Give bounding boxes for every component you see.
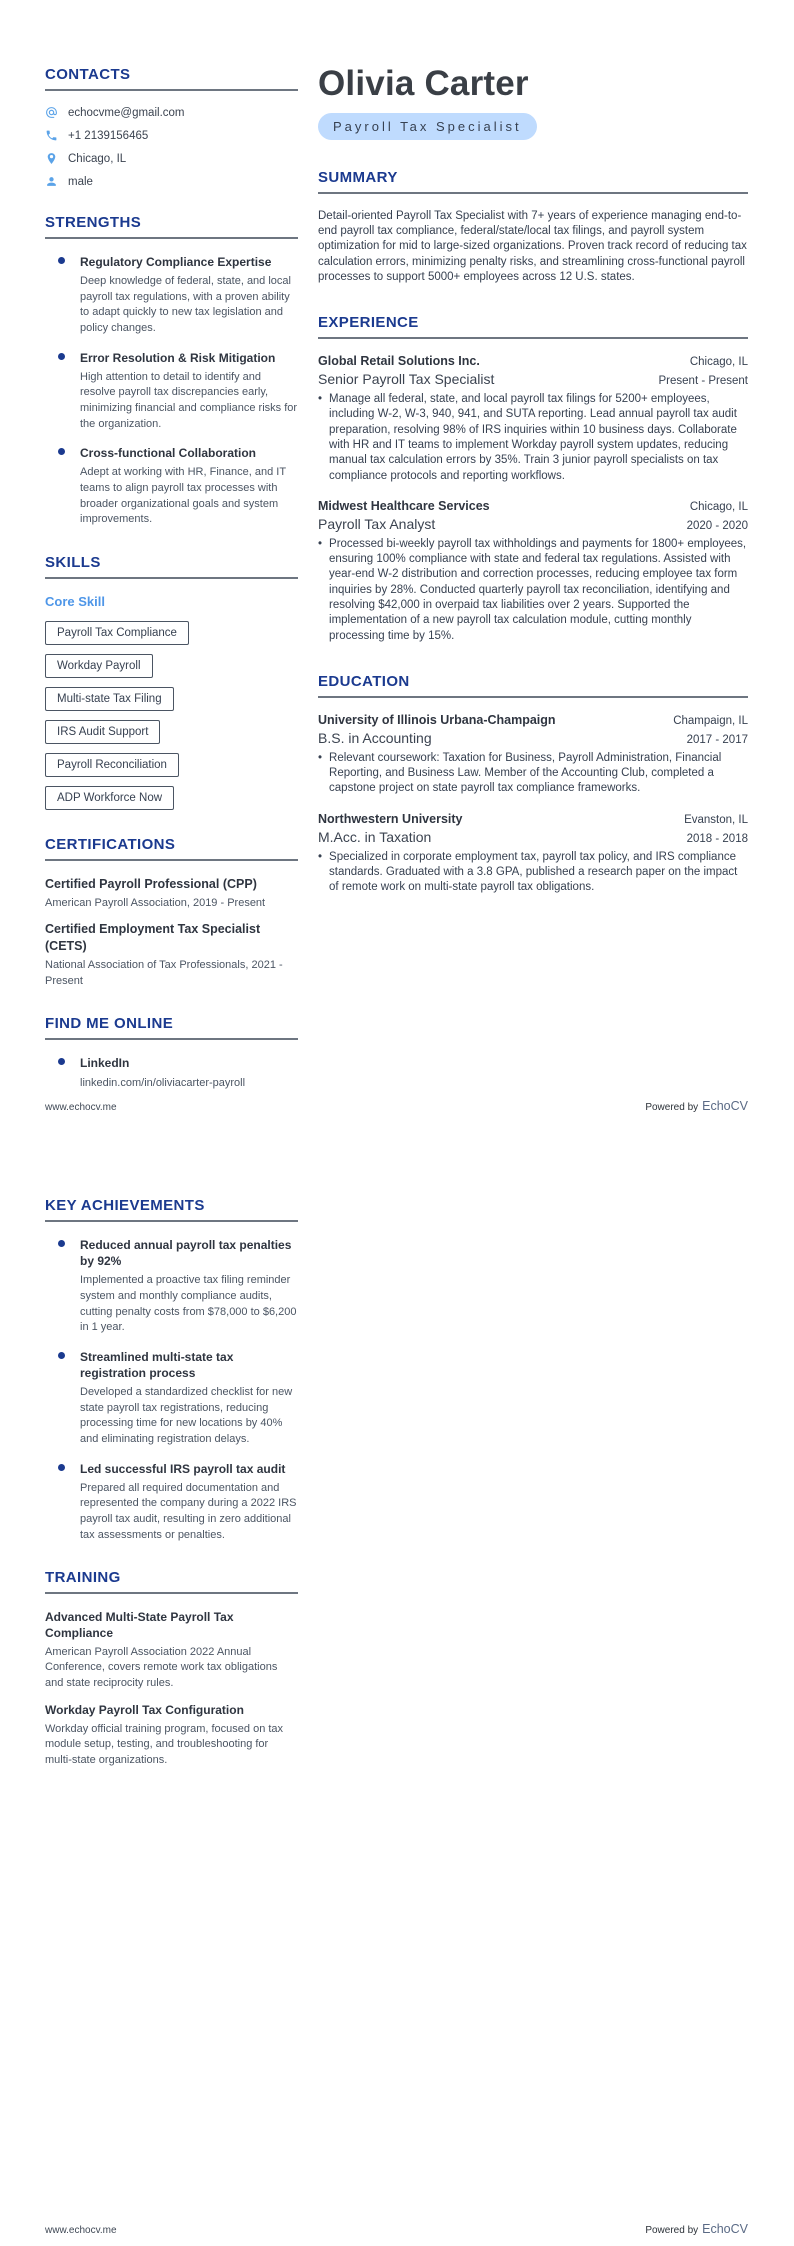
education-dates: 2018 - 2018 xyxy=(686,832,748,845)
key-achievements-heading: KEY ACHIEVEMENTS xyxy=(45,1197,205,1214)
strength-item xyxy=(45,445,298,528)
person-icon xyxy=(45,175,58,188)
powered-by-prefix: Powered by xyxy=(645,1102,699,1113)
contacts-heading: CONTACTS xyxy=(45,66,131,83)
education-heading: EDUCATION xyxy=(318,672,410,690)
section-divider xyxy=(318,192,748,194)
footer-site-link[interactable]: www.echocv.me xyxy=(45,2225,117,2236)
section-divider xyxy=(318,337,748,339)
education-school: University of Illinois Urbana-Champaign xyxy=(318,712,556,727)
experience-dates: Present - Present xyxy=(658,375,748,388)
training-section xyxy=(45,1569,298,1768)
summary-heading: SUMMARY xyxy=(318,168,398,186)
powered-by xyxy=(645,1099,748,1113)
experience-role: Senior Payroll Tax Specialist xyxy=(318,371,495,388)
skill-chip: Payroll Tax Compliance xyxy=(45,621,189,645)
contact-gender-value: male xyxy=(68,175,93,188)
bullet-dot-icon xyxy=(58,1464,65,1471)
job-title-badge: Payroll Tax Specialist xyxy=(318,113,537,140)
contact-email-value: echocvme@gmail.com xyxy=(68,106,185,119)
achievement-title: Streamlined multi-state tax registration process xyxy=(80,1349,234,1380)
education-dates: 2017 - 2017 xyxy=(686,733,748,746)
experience-dates: 2020 - 2020 xyxy=(686,519,748,532)
certification-title: Certified Employment Tax Specialist (CETS) xyxy=(45,922,261,954)
summary-text: Detail-oriented Payroll Tax Specialist with 7+ years of experience managing end-to-end payroll tax compliance, federal/state/local tax filings, and payroll system optimization for mid to large-sized organizations. Proven track record of reducing tax calculation errors, minimizing penalty risks, and streamlining cross-functional payroll processes to support 5000+ employees across 12 U.S. states. xyxy=(318,209,747,283)
echocv-brand-link[interactable]: EchoCV xyxy=(702,1099,748,1113)
experience-section xyxy=(318,314,748,644)
bullet-dot-icon xyxy=(58,1352,65,1359)
achievement-item xyxy=(45,1349,298,1448)
achievement-item xyxy=(45,1461,298,1544)
skill-chip: Workday Payroll xyxy=(45,654,153,678)
experience-location: Chicago, IL xyxy=(689,500,748,513)
contact-location xyxy=(45,152,298,165)
social-link-label: LinkedIn xyxy=(80,1056,130,1071)
social-link-item xyxy=(45,1055,298,1091)
powered-by xyxy=(645,2222,748,2236)
certification-item xyxy=(45,921,298,989)
candidate-name: Olivia Carter xyxy=(318,64,529,103)
echocv-brand-link[interactable]: EchoCV xyxy=(702,2222,748,2236)
certifications-heading: CERTIFICATIONS xyxy=(45,835,176,853)
experience-item xyxy=(318,499,748,644)
key-achievements-section xyxy=(45,1197,298,1543)
training-title: Advanced Multi-State Payroll Tax Compliance xyxy=(45,1610,234,1641)
contact-phone[interactable] xyxy=(45,129,298,142)
education-item xyxy=(318,812,748,896)
footer-site-link[interactable]: www.echocv.me xyxy=(45,1102,117,1113)
certification-title: Certified Payroll Professional (CPP) xyxy=(45,876,257,891)
list-bullet: • xyxy=(318,537,323,550)
achievement-desc: Implemented a proactive tax filing reminder system and monthly compliance audits, cutting penalty costs from $78,000 to $6,200 in 1 year. xyxy=(80,1274,297,1334)
experience-bullet-text: Processed bi-weekly payroll tax withholdings and payments for 1800+ employees, ensuring 100% compliance with state and federal tax regulations. Assisted with year-end W-2 distribution and correction processes, reducing employee tax form inquiries by 28%. Conducted quarterly payroll tax reconciliation, identifying and resolving $42,000 in overpaid tax liabilities over 2 years. Supported the implementation of a new payroll tax calculation module, cutting monthly processing time by 15%. xyxy=(329,537,747,642)
strength-title: Error Resolution & Risk Mitigation xyxy=(80,350,276,365)
education-bullet-text: Relevant coursework: Taxation for Business, Payroll Administration, Financial Reporting, and Business Law. Member of the Accounting Club, completed a capstone project on state payroll tax compliance frameworks. xyxy=(329,751,722,795)
training-title: Workday Payroll Tax Configuration xyxy=(45,1703,244,1718)
certification-org: American Payroll Association, 2019 - Present xyxy=(45,896,266,909)
skill-group-label: Core Skill xyxy=(45,593,105,609)
contact-location-value: Chicago, IL xyxy=(68,152,127,165)
contact-email[interactable] xyxy=(45,106,298,119)
skill-chip: IRS Audit Support xyxy=(45,720,160,744)
list-bullet: • xyxy=(318,393,323,406)
education-bullet-text: Specialized in corporate employment tax, payroll tax policy, and IRS compliance standards. Graduated with a 3.8 GPA, published a research paper on the impact of remote work on multi-state payroll tax obligations. xyxy=(329,850,738,894)
achievement-item xyxy=(45,1237,298,1336)
skill-chip: ADP Workforce Now xyxy=(45,786,174,810)
strength-title: Regulatory Compliance Expertise xyxy=(80,255,272,269)
find-me-online-section xyxy=(45,1015,298,1091)
location-pin-icon xyxy=(45,152,58,165)
experience-location: Chicago, IL xyxy=(689,356,748,369)
main-column-page-2 xyxy=(318,1197,748,1794)
strength-desc: Adept at working with HR, Finance, and IT teams to align payroll tax processes with broader organizational goals and system improvements. xyxy=(80,466,286,526)
certifications-section xyxy=(45,836,298,989)
phone-icon xyxy=(45,129,58,142)
certification-item xyxy=(45,876,298,911)
training-heading: TRAINING xyxy=(45,1569,121,1587)
education-school: Northwestern University xyxy=(318,811,463,826)
experience-company: Global Retail Solutions Inc. xyxy=(318,354,480,369)
experience-bullet-text: Manage all federal, state, and local payroll tax filings for 5200+ employees, including W-2, W-3, 940, 941, and SUTA reporting. Lead annual payroll tax audit preparation, resolving 98% of IRS inquiries within 10 business days. Collaborate with HR and IT teams to implement Workday payroll system updates, reducing manual tax calculation errors by 35%. Train 3 junior payroll specialists on tax compliance protocols and reporting workflows. xyxy=(329,393,737,482)
strength-desc: Deep knowledge of federal, state, and local payroll tax regulations, with a proven ability to adapt quickly to new tax legislation and policy changes. xyxy=(80,275,291,335)
education-degree: M.Acc. in Taxation xyxy=(318,828,432,845)
strengths-heading: STRENGTHS xyxy=(45,214,142,231)
contact-phone-value: +1 2139156465 xyxy=(68,129,149,142)
contacts-section xyxy=(45,66,298,188)
training-desc: American Payroll Association 2022 Annual Conference, covers remote work tax obligations and state reciprocity rules. xyxy=(45,1645,278,1689)
education-location: Evanston, IL xyxy=(684,813,748,826)
resume-page-2 xyxy=(0,1123,794,2246)
section-divider xyxy=(45,859,298,861)
experience-role: Payroll Tax Analyst xyxy=(318,515,436,532)
find-me-online-heading: FIND ME ONLINE xyxy=(45,1015,174,1033)
strengths-section xyxy=(45,214,298,528)
list-bullet: • xyxy=(318,751,323,764)
sidebar xyxy=(45,66,298,1117)
section-divider xyxy=(45,237,298,239)
bullet-dot-icon xyxy=(58,448,65,455)
powered-by-prefix: Powered by xyxy=(645,2225,699,2236)
skills-heading: SKILLS xyxy=(45,553,101,571)
skill-chip: Payroll Reconciliation xyxy=(45,753,179,777)
skill-chip: Multi-state Tax Filing xyxy=(45,687,174,711)
summary-section xyxy=(318,169,748,285)
education-section xyxy=(318,673,748,896)
training-desc: Workday official training program, focused on tax module setup, testing, and troubleshooting for multi-state organizations. xyxy=(45,1722,284,1766)
training-item xyxy=(45,1609,298,1691)
experience-item xyxy=(318,354,748,484)
strength-desc: High attention to detail to identify and resolve payroll tax discrepancies early, minimizing financial and compliance risks for the organization. xyxy=(80,370,298,430)
page-footer xyxy=(45,1099,748,1113)
contact-gender xyxy=(45,175,298,188)
bullet-dot-icon xyxy=(58,1240,65,1247)
social-link-url[interactable]: linkedin.com/in/oliviacarter-payroll xyxy=(80,1076,246,1089)
section-divider xyxy=(45,89,298,91)
strength-item xyxy=(45,350,298,433)
sidebar-page-2 xyxy=(45,1197,298,1794)
education-location: Champaign, IL xyxy=(673,714,748,727)
achievement-title: Led successful IRS payroll tax audit xyxy=(80,1461,286,1476)
section-divider xyxy=(318,696,748,698)
achievement-desc: Developed a standardized checklist for new state payroll tax registrations, reducing processing time for new locations by 40% and eliminating registration delays. xyxy=(80,1386,293,1446)
achievement-desc: Prepared all required documentation and represented the company during a 2022 IRS payroll tax audit, resulting in zero additional tax assessments or penalties. xyxy=(80,1481,297,1541)
at-icon xyxy=(45,106,58,119)
section-divider xyxy=(45,1220,298,1222)
list-bullet: • xyxy=(318,850,323,863)
certification-org: National Association of Tax Professionals, 2021 - Present xyxy=(45,959,283,987)
education-degree: B.S. in Accounting xyxy=(318,729,432,746)
bullet-dot-icon xyxy=(58,353,65,360)
section-divider xyxy=(45,577,298,579)
skills-section xyxy=(45,554,298,810)
page-footer xyxy=(45,2222,748,2236)
section-divider xyxy=(45,1592,298,1594)
experience-heading: EXPERIENCE xyxy=(318,314,419,332)
training-item xyxy=(45,1702,298,1768)
bullet-dot-icon xyxy=(58,1058,65,1065)
bullet-dot-icon xyxy=(58,257,65,264)
education-item xyxy=(318,713,748,797)
section-divider xyxy=(45,1038,298,1040)
experience-company: Midwest Healthcare Services xyxy=(318,498,490,513)
achievement-title: Reduced annual payroll tax penalties by 92% xyxy=(80,1238,292,1269)
strength-item xyxy=(45,254,298,337)
main-column xyxy=(318,66,748,1117)
strength-title: Cross-functional Collaboration xyxy=(80,446,257,461)
